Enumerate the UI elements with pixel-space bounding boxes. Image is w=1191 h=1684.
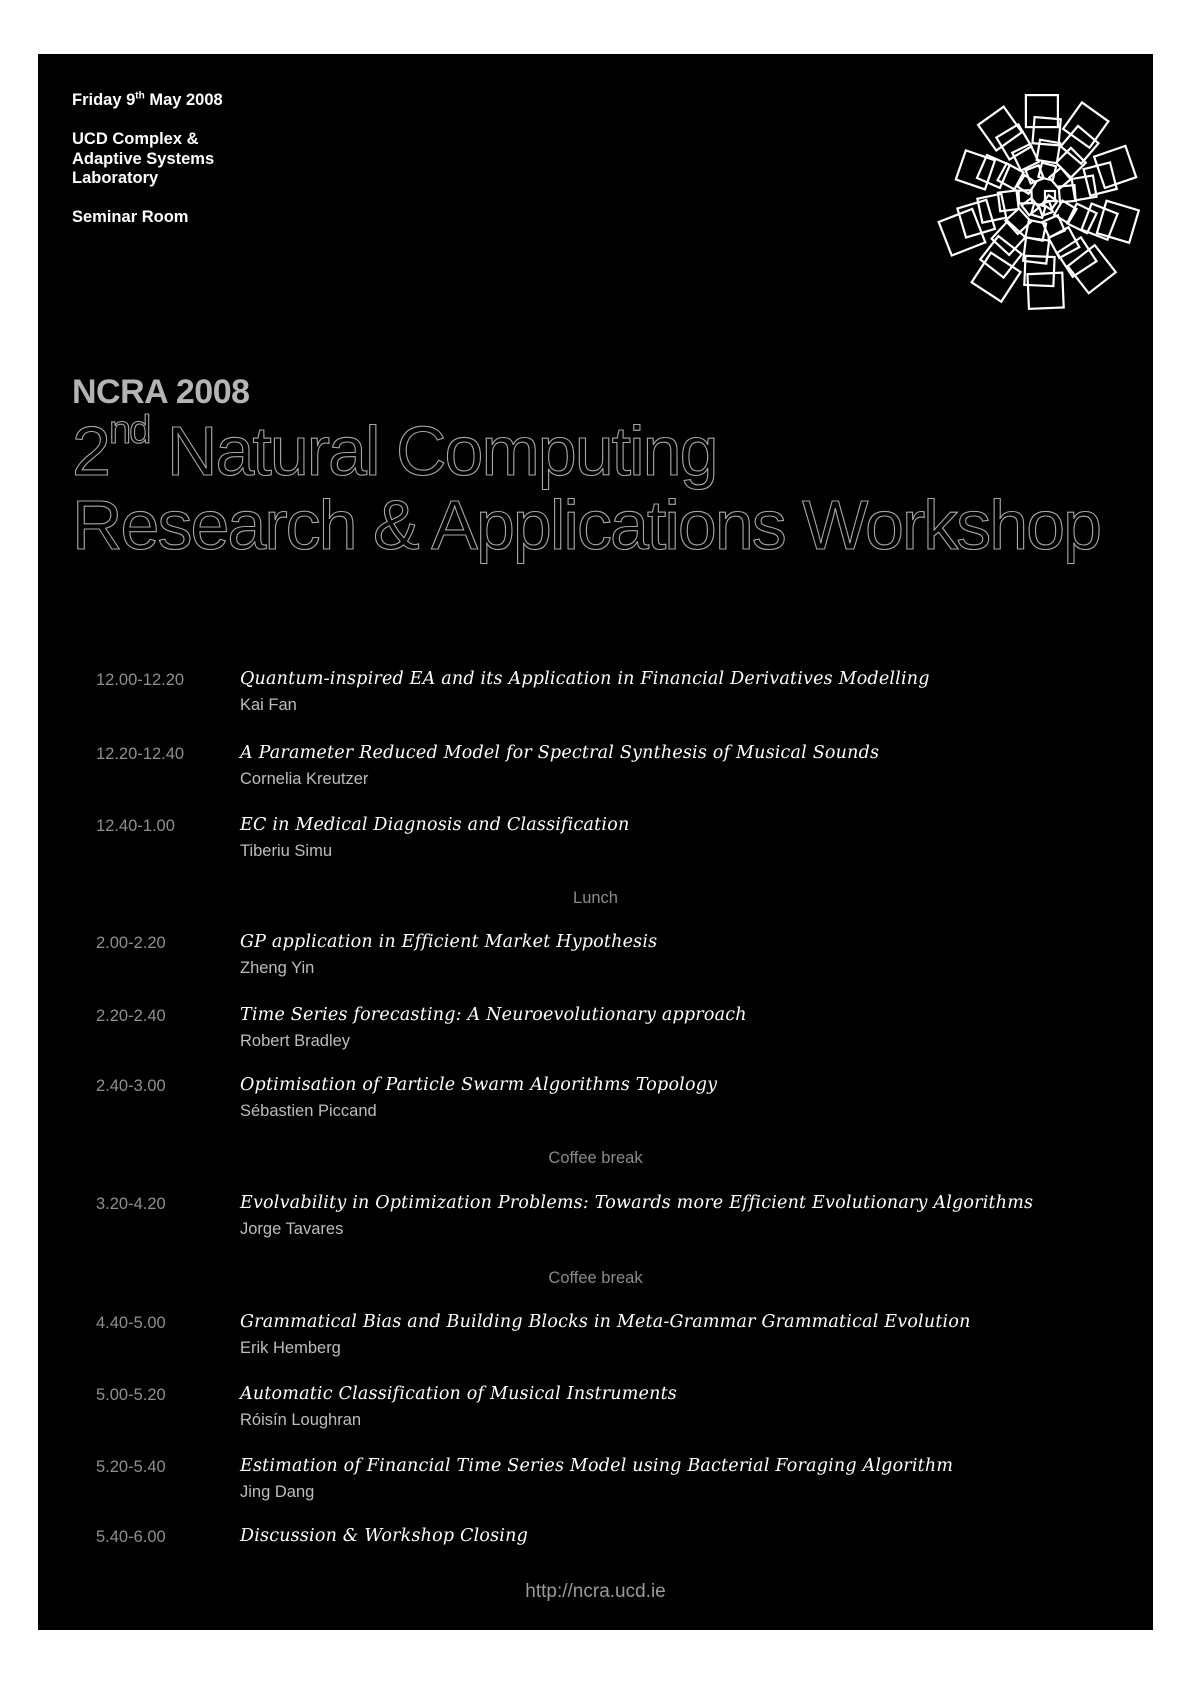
talk-title: Evolvability in Optimization Problems: Towards more Efficient Evolutionary Algorithms	[240, 1193, 1034, 1213]
talk-title: Automatic Classification of Musical Instruments	[240, 1384, 677, 1404]
event-date: Friday 9th May 2008	[72, 90, 223, 109]
talk-title: A Parameter Reduced Model for Spectral Synthesis of Musical Sounds	[240, 743, 880, 763]
slot-time: 4.40-5.00	[96, 1314, 166, 1332]
speaker-name: Kai Fan	[240, 696, 297, 714]
logo-square	[1063, 102, 1108, 147]
logo-square	[980, 236, 1022, 278]
logo-square	[939, 209, 986, 256]
slot-time: 5.20-5.40	[96, 1458, 166, 1476]
workshop-url[interactable]: http://ncra.ucd.ie	[525, 1581, 666, 1602]
talk-title: Grammatical Bias and Building Blocks in Meta-Grammar Grammatical Evolution	[240, 1312, 971, 1332]
spiral-squares-logo	[930, 64, 1140, 334]
event-title-line-2: Research & Applications Workshop	[72, 486, 1101, 564]
event-venue	[72, 130, 223, 189]
speaker-name: Cornelia Kreutzer	[240, 770, 369, 788]
lunch-break: Lunch	[573, 889, 618, 907]
talk-title: Estimation of Financial Time Series Model using Bacterial Foraging Algorithm	[240, 1456, 954, 1476]
talk-title: GP application in Efficient Market Hypothesis	[240, 932, 658, 952]
speaker-name: Zheng Yin	[240, 959, 315, 977]
speaker-name: Erik Hemberg	[240, 1339, 341, 1357]
slot-time: 2.00-2.20	[96, 934, 166, 952]
speaker-name: Tiberiu Simu	[240, 842, 332, 860]
poster	[38, 54, 1153, 1630]
speaker-name: Sébastien Piccand	[240, 1102, 377, 1120]
slot-time: 3.20-4.20	[96, 1195, 166, 1213]
coffee-break: Coffee break	[548, 1149, 643, 1167]
event-room: Seminar Room	[72, 207, 189, 226]
venue-line: Adaptive Systems	[72, 149, 215, 168]
talk-title: Optimisation of Particle Swarm Algorithms Topology	[240, 1075, 718, 1095]
logo-square	[972, 253, 1021, 302]
slot-time: 5.40-6.00	[96, 1528, 166, 1546]
talk-title: Quantum-inspired EA and its Application in Financial Derivatives Modelling	[240, 669, 930, 689]
slot-time: 12.20-12.40	[96, 745, 185, 763]
venue-line: Laboratory	[72, 169, 159, 187]
event-title	[72, 407, 1101, 564]
slot-time: 12.40-1.00	[96, 817, 175, 835]
slot-time: 2.40-3.00	[96, 1077, 166, 1095]
talk-title: EC in Medical Diagnosis and Classification	[240, 815, 630, 835]
speaker-name: Róisín Loughran	[240, 1411, 362, 1429]
logo-square	[1027, 273, 1063, 309]
event-info	[72, 90, 223, 227]
event-acronym: NCRA 2008	[72, 373, 250, 411]
speaker-name: Jorge Tavares	[240, 1220, 344, 1238]
speaker-name: Robert Bradley	[240, 1032, 351, 1050]
speaker-name: Jing Dang	[240, 1483, 315, 1501]
logo-square	[1084, 162, 1117, 195]
slot-time: 12.00-12.20	[96, 671, 185, 689]
slot-time: 2.20-2.40	[96, 1007, 166, 1025]
coffee-break: Coffee break	[548, 1269, 643, 1287]
logo-square	[1023, 238, 1049, 264]
venue-line: UCD Complex &	[72, 130, 199, 148]
slot-time: 5.00-5.20	[96, 1386, 166, 1404]
talk-title: Discussion & Workshop Closing	[240, 1526, 528, 1546]
event-title-line-1: 2nd Natural Computing	[72, 407, 717, 490]
talk-title: Time Series forecasting: A Neuroevolutionary approach	[240, 1005, 747, 1025]
logo-square	[1026, 95, 1058, 127]
title-block	[72, 372, 1100, 562]
